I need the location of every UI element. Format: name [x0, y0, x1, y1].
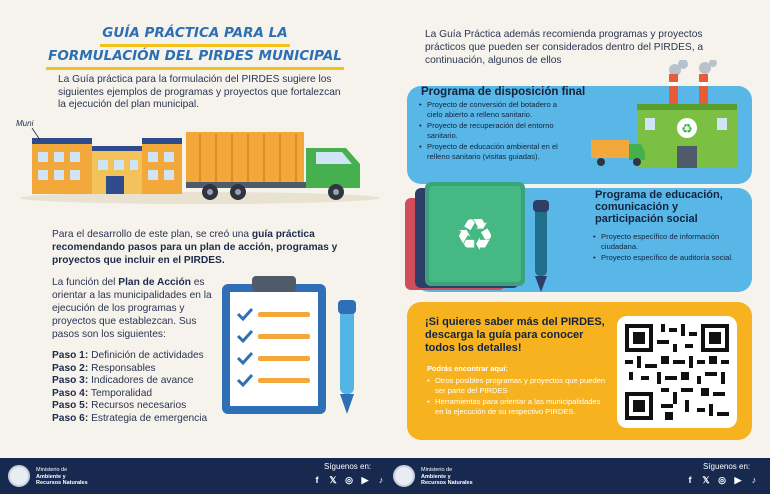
- facebook-icon[interactable]: f: [688, 475, 692, 485]
- card-list: [427, 376, 607, 418]
- title-line-1: GUÍA PRÁCTICA PARA LA: [100, 24, 289, 47]
- tiktok-icon[interactable]: ♪: [378, 475, 384, 485]
- card-title: Programa de disposición final: [421, 86, 586, 98]
- ministry-name: Ministerio de Ambiente y Recursos Naturales: [36, 467, 88, 486]
- card-title: ¡Si quieres saber más del PIRDES, descarga la guía para conocer todos los detalles!: [425, 316, 605, 354]
- card-list: [419, 100, 569, 163]
- list-item: • Proyecto de conversión del botadero a cielo abierto a relleno sanitario.: [419, 100, 569, 119]
- instagram-icon[interactable]: ◎: [718, 475, 726, 485]
- ministry-name: Ministerio de Ambiente y Recursos Naturales: [421, 467, 473, 486]
- muni-sign: Muni: [16, 119, 34, 128]
- recycling-plant-icon: [579, 60, 749, 180]
- follow-label: Síguenos en:: [324, 462, 372, 471]
- step-item: Paso 4: Temporalidad: [52, 387, 153, 399]
- qr-code-pattern: [625, 324, 729, 420]
- ministry-seal-icon: [393, 465, 415, 487]
- facebook-icon[interactable]: f: [315, 475, 319, 485]
- download-guide-card: [407, 302, 752, 440]
- pen-icon: [340, 300, 354, 394]
- book-recycle-icon: [395, 178, 575, 298]
- x-icon[interactable]: 𝕏: [702, 475, 710, 485]
- card-list: [593, 232, 743, 265]
- list-item: • Proyecto específico de auditoría social.: [593, 253, 743, 263]
- left-panel: [0, 0, 385, 458]
- municipality-truck-illustration: [10, 112, 380, 212]
- step-item: Paso 6: Estrategia de emergencia: [52, 412, 208, 424]
- title-line-2: FORMULACIÓN DEL PIRDES MUNICIPAL: [46, 47, 344, 70]
- list-item: • Herramientas para orientar a las municipalidades en la ejecución de su respectivo PIRDES.: [427, 397, 607, 416]
- card-title: Programa de educación, comunicación y participación social: [595, 189, 723, 225]
- building-icon: [32, 142, 92, 194]
- footer-bar: [0, 458, 770, 494]
- card-subtitle: Podrás encontrar aquí:: [427, 364, 508, 373]
- truck-container: [186, 132, 304, 184]
- page-title: [40, 24, 350, 70]
- ministry-seal-icon: [8, 465, 30, 487]
- youtube-icon[interactable]: ▶: [734, 475, 742, 485]
- list-item: • Proyecto específico de información ciudadana.: [593, 232, 743, 251]
- list-item: • Proyecto de recuperación del entorno sanitario.: [419, 121, 569, 140]
- list-item: • Otros posibles programas y proyectos que pueden ser parte del PIRDES: [427, 376, 607, 395]
- final-disposal-card: [407, 86, 752, 184]
- education-card: [415, 188, 752, 292]
- right-intro: La Guía Práctica además recomienda programas y proyectos prácticos que pueden ser considerados dentro del PIRDES, a continuación, algunos de ellos: [425, 29, 704, 66]
- right-panel: [385, 0, 770, 458]
- step-item: Paso 3: Indicadores de avance: [52, 375, 194, 387]
- plan-function-paragraph: La función del Plan de Acción es orientar a las municipalidades en la ejecución de los programas y proyectos que establezcan. Sus pasos son los siguientes:: [52, 277, 212, 340]
- step-item: Paso 5: Recursos necesarios: [52, 400, 187, 412]
- svg-text:♻: ♻: [455, 210, 495, 261]
- step-item: Paso 1: Definición de actividades: [52, 350, 204, 361]
- svg-text:♻: ♻: [681, 122, 693, 137]
- tiktok-icon[interactable]: ♪: [751, 475, 757, 485]
- action-plan-paragraph: Para el desarrollo de este plan, se creó una guía práctica recomendando pasos para un plan de acción, programas y proyectos que incluir en el PIRDES.: [52, 229, 338, 266]
- step-item: Paso 2: Responsables: [52, 362, 156, 374]
- youtube-icon[interactable]: ▶: [361, 475, 369, 485]
- social-icons: [685, 475, 759, 485]
- x-icon[interactable]: 𝕏: [329, 475, 337, 485]
- intro-paragraph: La Guía práctica para la formulación del PIRDES sugiere los siguientes ejemplos de programas y proyectos que fortalezcan la ejecución del plan municipal.: [58, 74, 341, 110]
- instagram-icon[interactable]: ◎: [345, 475, 353, 485]
- footer-left: [0, 458, 385, 494]
- social-icons: [312, 475, 386, 485]
- footer-right: [385, 458, 770, 494]
- follow-label: Síguenos en:: [703, 462, 751, 471]
- list-item: • Proyecto de educación ambiental en el relleno sanitario (visitas guiadas).: [419, 142, 569, 161]
- qr-code[interactable]: [617, 316, 737, 428]
- clipboard-checklist-icon: [212, 270, 372, 430]
